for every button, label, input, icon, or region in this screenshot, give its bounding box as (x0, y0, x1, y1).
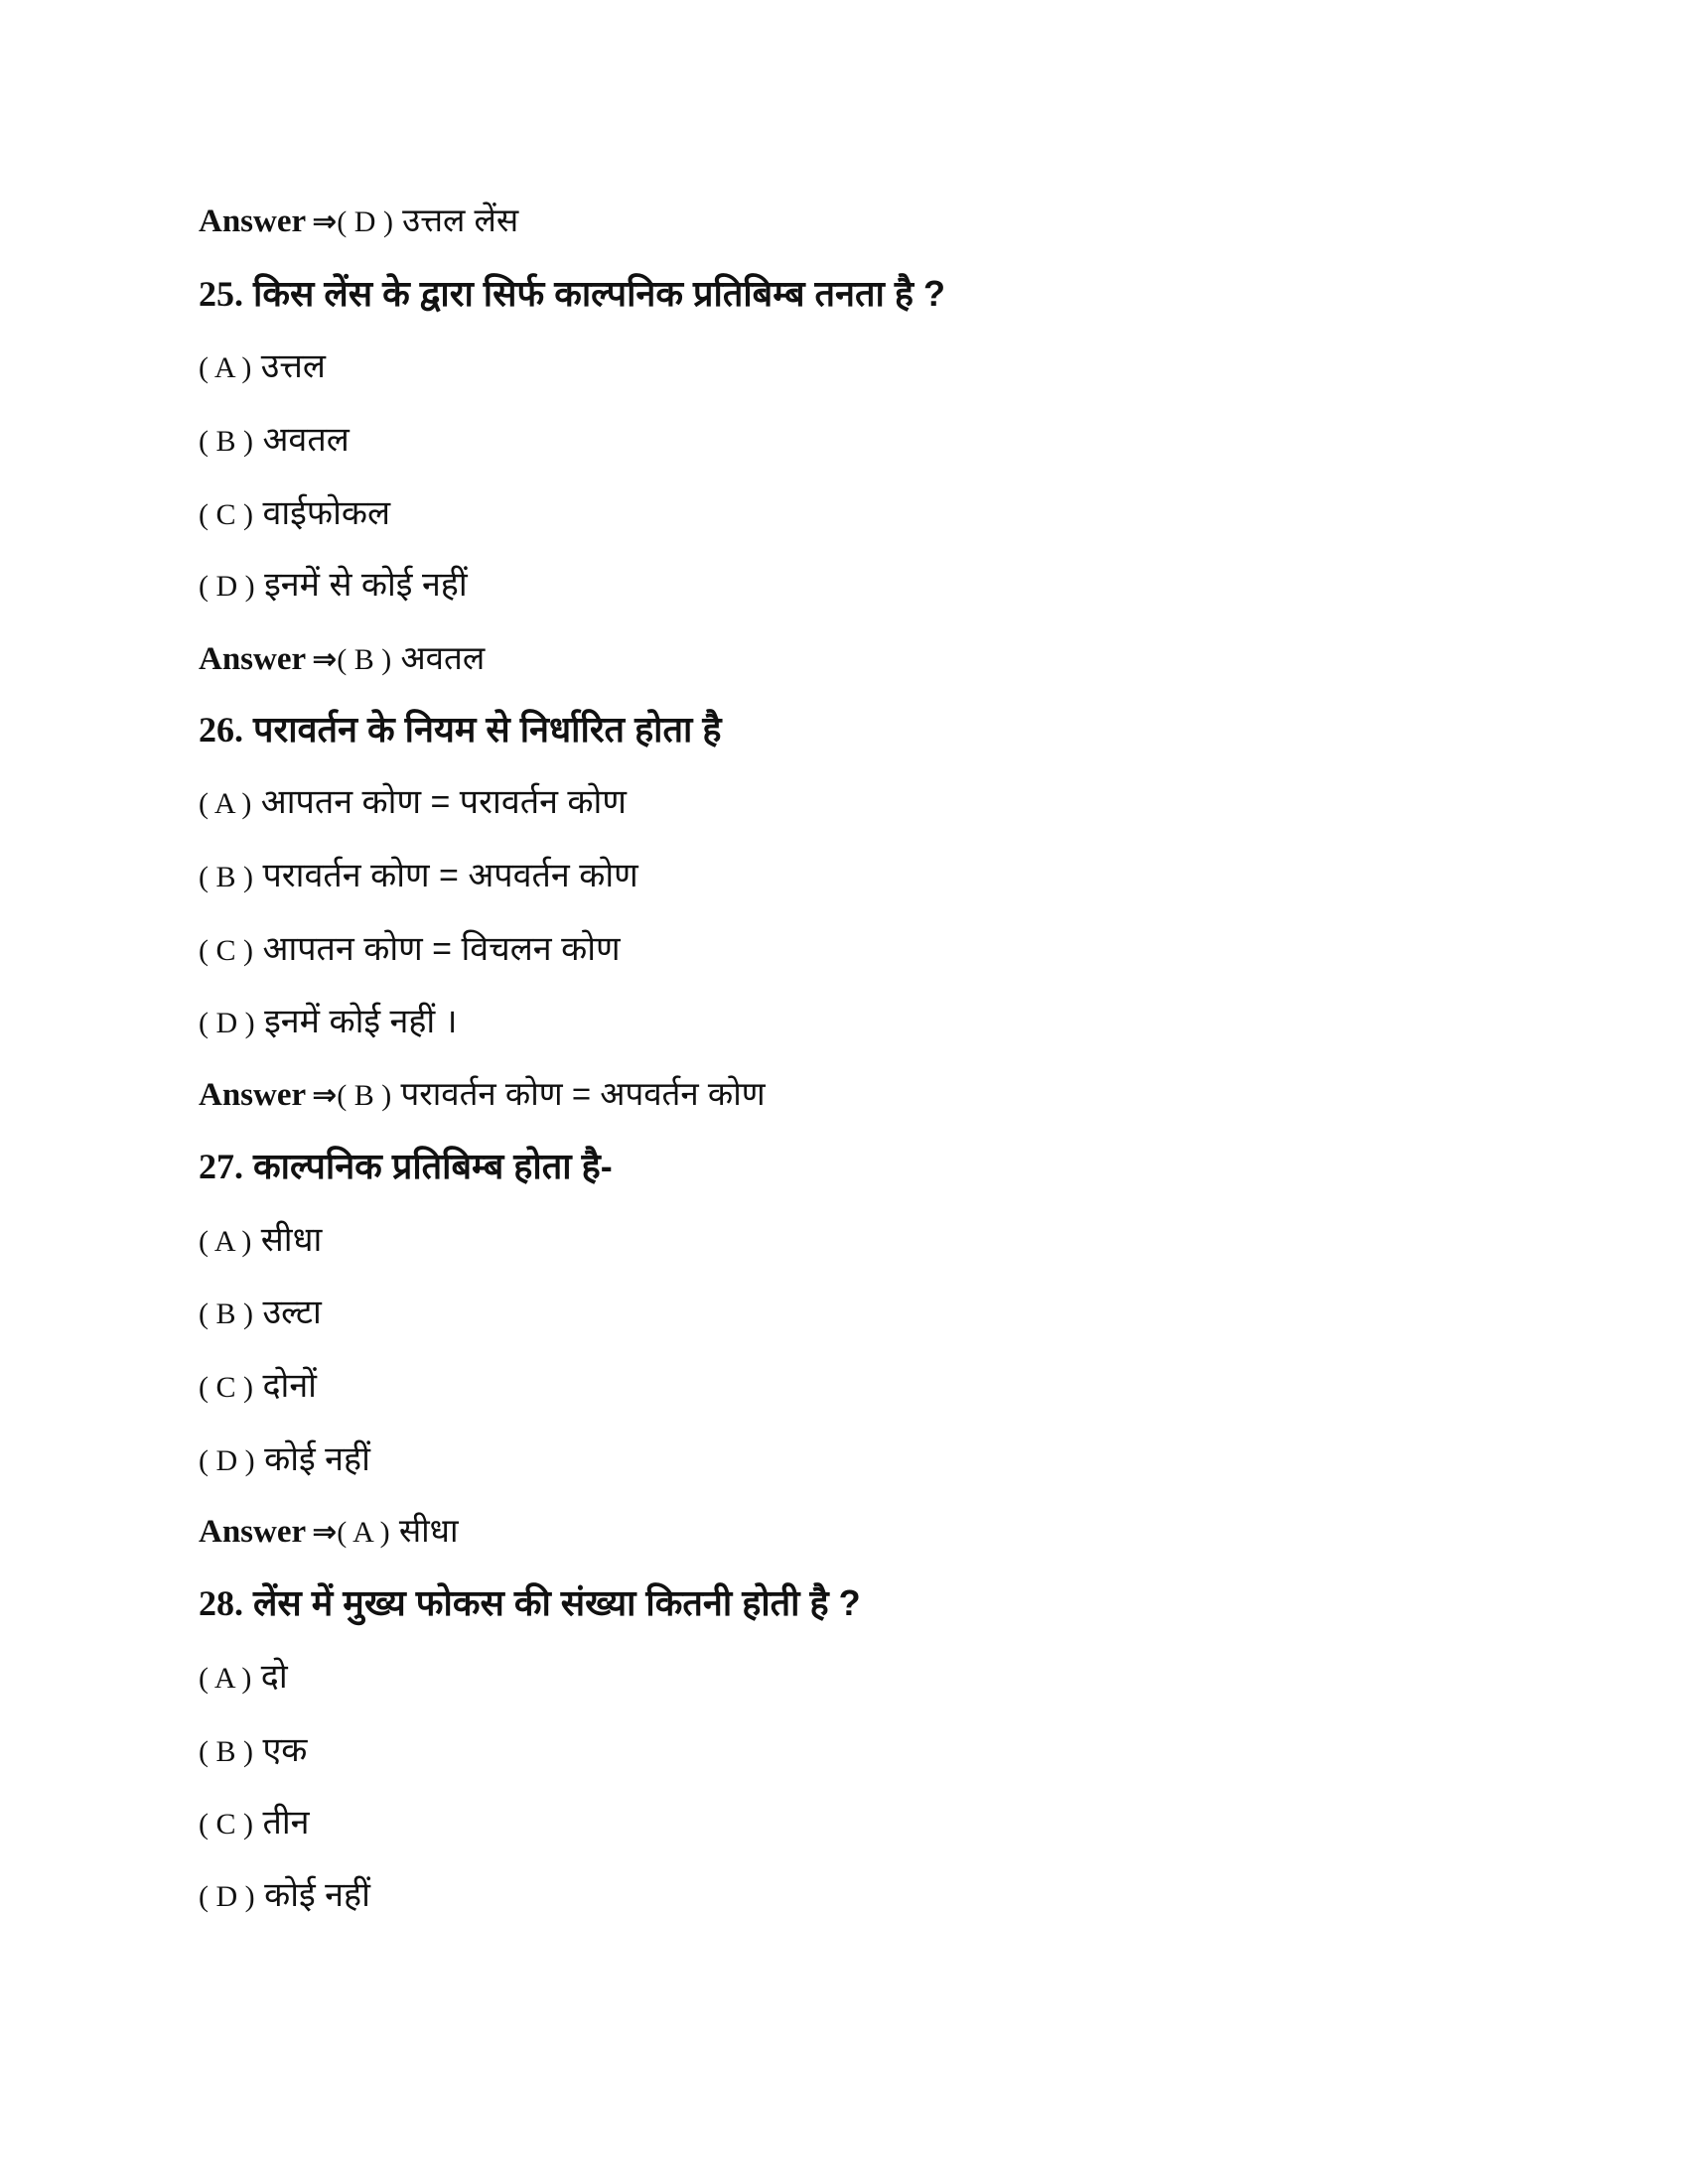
answer-label: Answer (199, 641, 307, 677)
answer-text: उत्तल लेंस (402, 202, 519, 238)
option-letter: ( C ) (199, 934, 253, 967)
question-title (199, 1137, 613, 1196)
question-title (199, 264, 945, 324)
option-letter: ( B ) (199, 425, 253, 458)
option-text: उल्टा (262, 1294, 322, 1331)
question-text: काल्पनिक प्रतिबिम्ब होता है- (253, 1146, 613, 1186)
option-letter: ( C ) (199, 1371, 253, 1404)
arrow-icon: ⇒ (312, 1079, 338, 1112)
arrow-icon: ⇒ (312, 1516, 338, 1549)
answer-text: सीधा (398, 1512, 459, 1549)
option-text: दो (260, 1658, 288, 1696)
answer-line (199, 191, 518, 250)
answer-label: Answer (199, 1514, 307, 1550)
option-b (199, 1720, 307, 1780)
question-number: 28. (199, 1583, 243, 1623)
option-c (199, 1356, 317, 1416)
option-text: तीन (262, 1804, 310, 1842)
option-text: आपतन कोण = विचलन कोण (262, 930, 621, 968)
option-c (199, 1793, 310, 1852)
option-text: दोनों (262, 1367, 317, 1405)
option-letter: ( A ) (199, 787, 252, 820)
answer-label: Answer (199, 1077, 307, 1113)
option-d (199, 1430, 370, 1489)
answer-text: परावर्तन कोण = अपवर्तन कोण (400, 1075, 766, 1112)
option-letter: ( C ) (199, 498, 253, 531)
option-letter: ( A ) (199, 351, 252, 384)
option-letter: ( C ) (199, 1808, 253, 1841)
option-d (199, 555, 468, 614)
question-text: परावर्तन के नियम से निर्धारित होता है (253, 709, 722, 750)
answer-text: अवतल (400, 639, 486, 676)
option-text: आपतन कोण = परावर्तन कोण (260, 783, 627, 821)
question-number: 26. (199, 710, 243, 750)
arrow-icon: ⇒ (312, 643, 338, 676)
question-text: लेंस में मुख्य फोकस की संख्या कितनी होती है ? (253, 1582, 861, 1623)
option-text: एक (262, 1731, 308, 1769)
answer-label: Answer (199, 204, 307, 239)
option-a (199, 1647, 288, 1706)
option-letter: ( B ) (199, 1297, 253, 1330)
option-text: उत्तल (260, 347, 326, 385)
answer-letter: ( B ) (337, 643, 392, 676)
question-title (199, 1573, 861, 1633)
answer-line (199, 628, 485, 688)
option-text: परावर्तन कोण = अपवर्तन कोण (262, 857, 638, 894)
option-text: अवतल (262, 421, 350, 459)
option-d (199, 992, 458, 1051)
option-b (199, 1283, 322, 1342)
option-text: कोई नहीं (264, 1876, 370, 1914)
question-text: किस लेंस के द्वारा सिर्फ काल्पनिक प्रतिबिम्ब तनता है ? (253, 273, 945, 314)
option-letter: ( A ) (199, 1225, 252, 1258)
option-a (199, 1210, 322, 1270)
answer-letter: ( D ) (337, 205, 393, 238)
answer-letter: ( B ) (337, 1079, 392, 1112)
option-c (199, 483, 390, 543)
option-text: इनमें कोई नहीं । (264, 1003, 458, 1040)
option-letter: ( B ) (199, 861, 253, 893)
option-letter: ( D ) (199, 1444, 255, 1477)
option-a (199, 772, 627, 832)
option-text: इनमें से कोई नहीं (264, 566, 468, 604)
option-a (199, 337, 326, 396)
arrow-icon: ⇒ (312, 205, 338, 238)
option-letter: ( A ) (199, 1662, 252, 1695)
option-letter: ( D ) (199, 1007, 255, 1039)
option-c (199, 919, 621, 979)
question-number: 27. (199, 1147, 243, 1186)
option-b (199, 846, 638, 905)
question-number: 25. (199, 274, 243, 314)
answer-line (199, 1501, 459, 1561)
answer-line (199, 1064, 766, 1124)
question-title (199, 700, 721, 759)
option-d (199, 1865, 370, 1925)
option-letter: ( D ) (199, 570, 255, 603)
option-letter: ( B ) (199, 1735, 253, 1768)
option-b (199, 410, 350, 470)
option-letter: ( D ) (199, 1880, 255, 1913)
option-text: सीधा (260, 1221, 323, 1259)
answer-letter: ( A ) (337, 1516, 390, 1549)
option-text: कोई नहीं (264, 1440, 370, 1478)
option-text: वाईफोकल (262, 494, 391, 532)
